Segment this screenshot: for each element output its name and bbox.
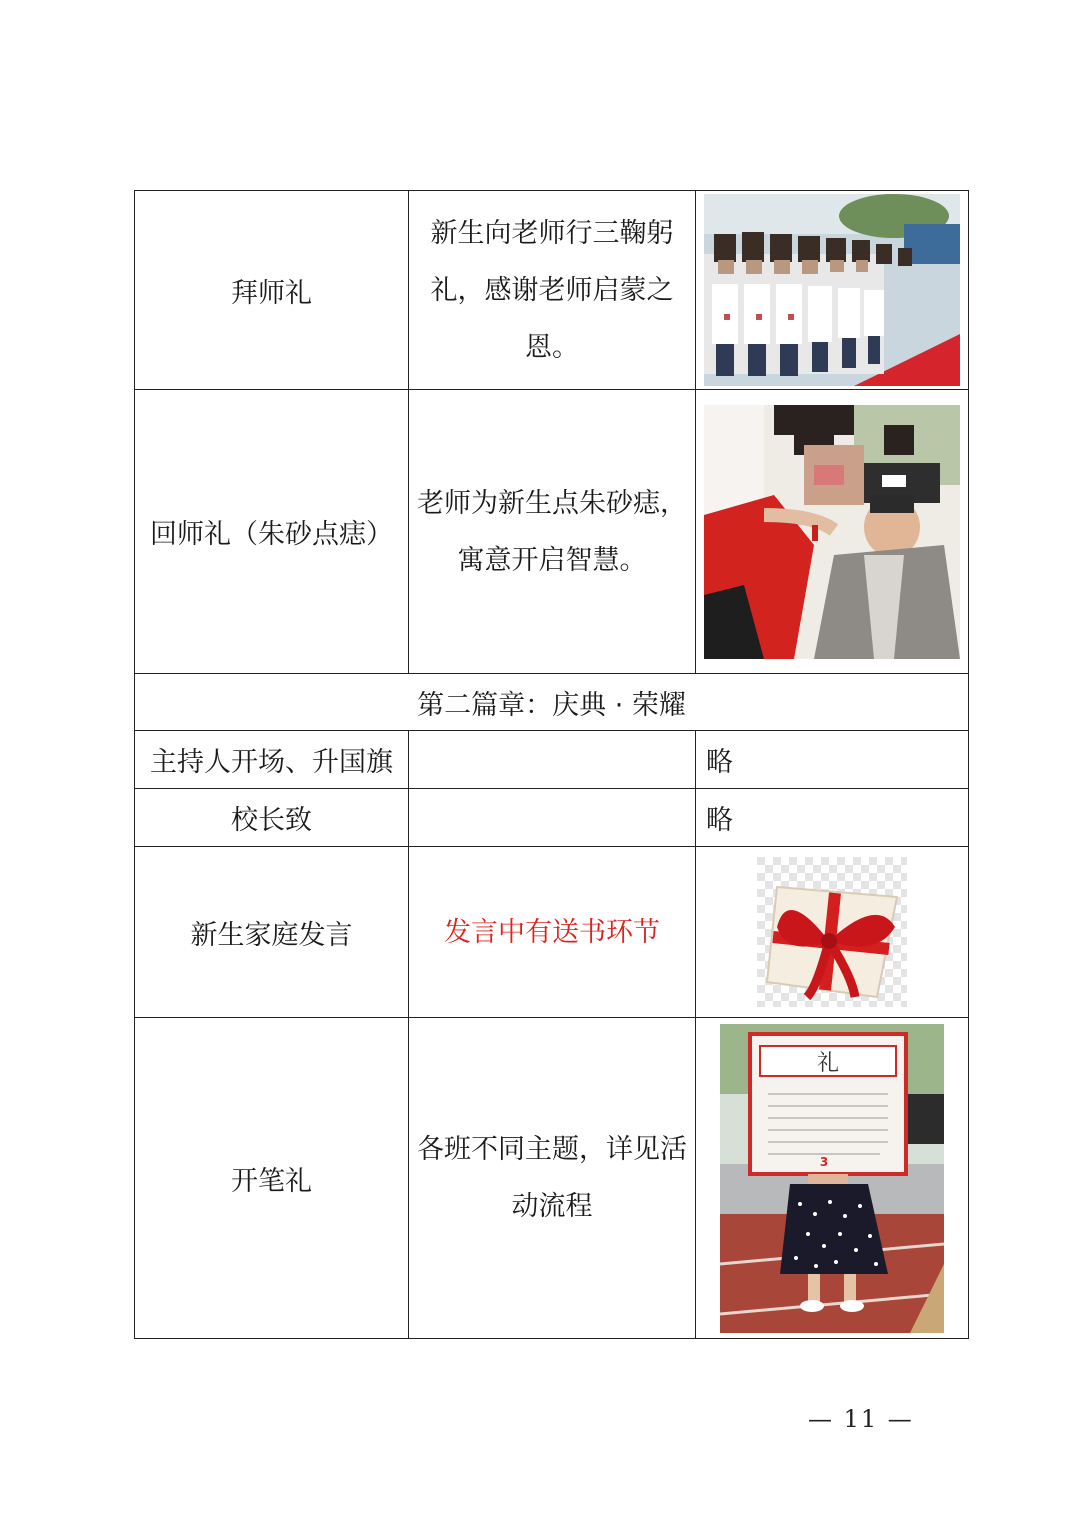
table-row	[135, 674, 969, 731]
item-description	[409, 789, 696, 847]
table-row	[135, 191, 969, 390]
item-name: 主持人开场、升国旗	[135, 731, 409, 789]
child-holding-ritual-card-photo	[720, 1024, 944, 1333]
item-description	[409, 731, 696, 789]
photo-cell	[696, 1018, 969, 1339]
section-title: 第二篇章：庆典 · 荣耀	[135, 674, 969, 731]
ceremony-table	[134, 190, 969, 1339]
photo-cell	[696, 847, 969, 1018]
table-row	[135, 1018, 969, 1339]
item-description: 新生向老师行三鞠躬礼，感谢老师启蒙之恩。	[409, 191, 696, 390]
photo-cell	[696, 390, 969, 674]
photo-cell	[696, 191, 969, 390]
item-name: 拜师礼	[135, 191, 409, 390]
item-name: 回师礼（朱砂点痣）	[135, 390, 409, 674]
table-row	[135, 847, 969, 1018]
item-note: 略	[696, 789, 969, 847]
table-row	[135, 731, 969, 789]
item-description: 各班不同主题，详见活动流程	[409, 1018, 696, 1339]
item-description: 老师为新生点朱砂痣，寓意开启智慧。	[409, 390, 696, 674]
item-note: 略	[696, 731, 969, 789]
item-name: 校长致	[135, 789, 409, 847]
card-title: 礼	[816, 1050, 840, 1076]
item-description: 发言中有送书环节	[409, 847, 696, 1018]
teacher-dotting-cinnabar-photo	[704, 405, 960, 659]
table-row	[135, 789, 969, 847]
table-row	[135, 390, 969, 674]
card-number: 3	[819, 1154, 829, 1169]
students-bowing-photo	[704, 194, 960, 386]
page-number: — 11 —	[808, 1405, 914, 1433]
gift-book-icon	[757, 857, 907, 1007]
item-name: 开笔礼	[135, 1018, 409, 1339]
item-name: 新生家庭发言	[135, 847, 409, 1018]
